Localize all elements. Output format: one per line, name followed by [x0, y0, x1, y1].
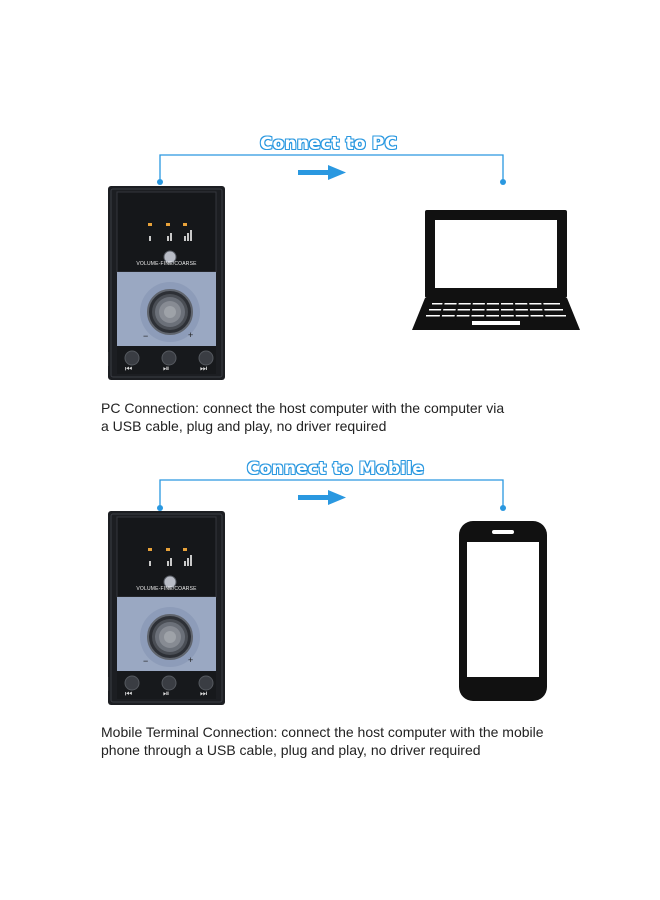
next-track-icon: ⏭	[200, 364, 208, 373]
pc-description-line-2: a USB cable, plug and play, no driver required	[101, 418, 387, 434]
play-pause-icon: ⏯	[163, 689, 170, 698]
mobile-description-line-2: phone through a USB cable, plug and play, no driver required	[101, 742, 481, 758]
connect-to-pc-title: Connect to PC	[260, 134, 398, 154]
knob-label: VOLUME-FINE/COARSE	[136, 586, 197, 592]
plus-label: +	[188, 330, 194, 340]
next-track-icon: ⏭	[200, 689, 208, 698]
previous-track-icon: ⏮	[125, 689, 133, 698]
smartphone-icon	[459, 521, 547, 701]
previous-track-icon: ⏮	[125, 364, 133, 373]
mobile-connection-description	[101, 723, 621, 759]
plus-label: +	[188, 655, 194, 665]
minus-label: −	[143, 656, 149, 666]
connect-to-mobile-title: Connect to Mobile	[247, 459, 425, 479]
knob-label: VOLUME-FINE/COARSE	[136, 261, 197, 267]
play-pause-icon: ⏯	[163, 364, 170, 373]
mobile-description-line-1: Mobile Terminal Connection: connect the host computer with the mobile	[101, 724, 544, 740]
minus-label: −	[143, 331, 149, 341]
audio-interface-device	[108, 186, 225, 380]
pc-connection-description	[101, 399, 621, 435]
audio-interface-device	[108, 511, 225, 705]
mobile-connection-arrow	[0, 440, 660, 520]
laptop-icon	[412, 210, 580, 332]
pc-description-line-1: PC Connection: connect the host computer with the computer via	[101, 400, 505, 416]
